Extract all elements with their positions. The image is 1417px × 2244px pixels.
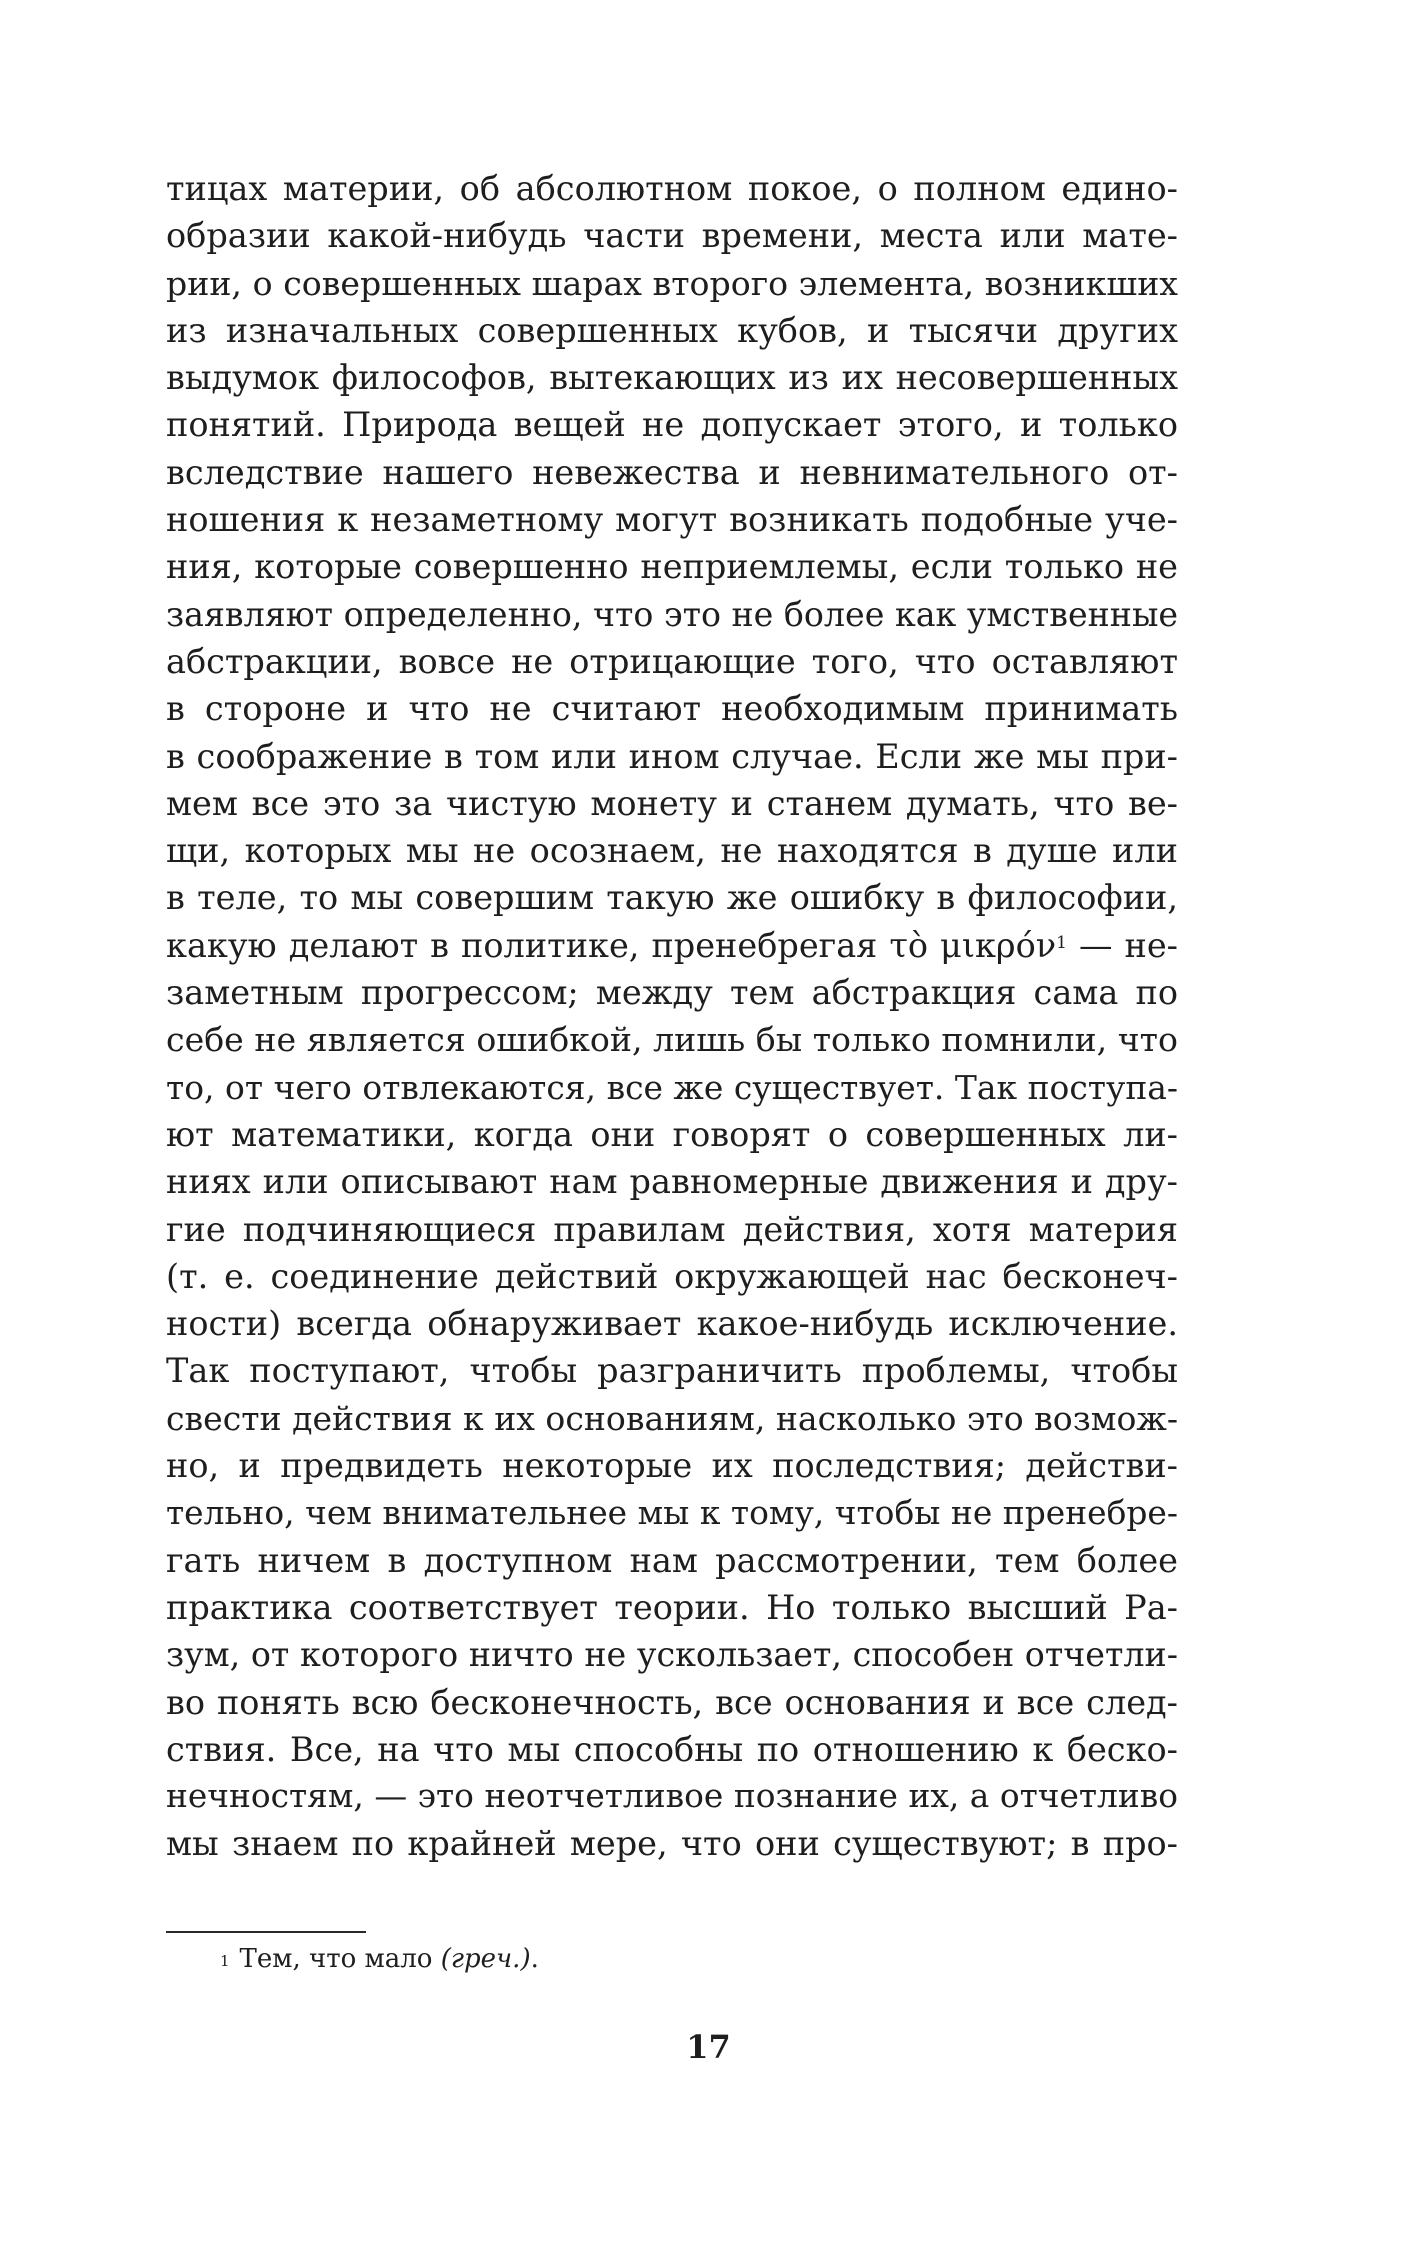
text-line: свести действия к их основаниям, насколько это возмож- xyxy=(166,1398,1178,1438)
text-line: ности) всегда обнаруживает какое-нибудь исключение. xyxy=(166,1304,1178,1344)
text-line: ствия. Все, на что мы способны по отношению к беско- xyxy=(166,1729,1178,1769)
text-line: щи, которых мы не осознаем, не находятся в душе или xyxy=(166,831,1178,871)
text-line: заметным прогрессом; между тем абстракция сама по xyxy=(166,973,1178,1013)
footnote-number: 1 xyxy=(220,1952,230,1970)
text-line: но, и предвидеть некоторые их последствия; действи- xyxy=(166,1446,1178,1486)
text-line: во понять всю бесконечность, все основания и все след- xyxy=(166,1682,1178,1722)
text-line: ния, которые совершенно неприемлемы, если только не xyxy=(166,547,1178,587)
text-line: из изначальных совершенных кубов, и тысячи других xyxy=(166,310,1178,350)
footnote-end: . xyxy=(530,1944,539,1974)
text-line: вследствие нашего невежества и невнимательного от- xyxy=(166,452,1178,492)
text-line: нечностям, — это неотчетливое познание их, а отчетливо xyxy=(166,1777,1178,1816)
text-line: понятий. Природа вещей не допускает этого, и только xyxy=(166,405,1178,445)
text-line: гие подчиняющиеся правилам действия, хотя материя xyxy=(166,1209,1178,1249)
footnote xyxy=(220,1941,539,1977)
text-line: себе не является ошибкой, лишь бы только помнили, что xyxy=(166,1020,1178,1060)
text-line: ношения к незаметному могут возникать подобные уче- xyxy=(166,500,1178,540)
text-segment: какую делают в политике, пренебрегая τὸ μικρόν xyxy=(166,925,1057,965)
footnote-language-note: (греч.) xyxy=(440,1944,531,1974)
main-text xyxy=(166,165,1178,1868)
text-line: мем все это за чистую монету и станем думать, что ве- xyxy=(166,783,1178,823)
text-line: в соображение в том или ином случае. Если же мы при- xyxy=(166,736,1178,776)
text-line: Так поступают, чтобы разграничить проблемы, чтобы xyxy=(166,1351,1178,1391)
text-line: ют математики, когда они говорят о совершенных ли- xyxy=(166,1114,1178,1154)
footnote-divider xyxy=(166,1931,366,1933)
text-line: тицах материи, об абсолютном покое, о полном едино- xyxy=(166,169,1178,208)
footnote-reference[interactable]: 1 xyxy=(1056,932,1067,953)
text-line-with-footnote-ref xyxy=(166,922,1178,969)
text-line: абстракции, вовсе не отрицающие того, что оставляют xyxy=(166,641,1178,681)
text-line: ниях или описывают нам равномерные движения и дру- xyxy=(166,1162,1178,1202)
text-line: в стороне и что не считают необходимым принимать xyxy=(166,689,1178,729)
text-line: то, от чего отвлекаются, все же существует. Так поступа- xyxy=(166,1067,1178,1107)
footnote-text: Тем, что мало xyxy=(239,1944,441,1974)
text-line: рии, о совершенных шарах второго элемента, возникших xyxy=(166,263,1178,303)
text-line: (т. е. соединение действий окружающей нас бесконеч- xyxy=(166,1256,1178,1296)
text-line: практика соответствует теории. Но только высший Ра- xyxy=(166,1587,1178,1627)
text-line: мы знаем по крайней мере, что они существуют; в про- xyxy=(166,1824,1178,1864)
text-line: гать ничем в доступном нам рассмотрении, тем более xyxy=(166,1540,1178,1580)
text-line: в теле, то мы совершим такую же ошибку в философии, xyxy=(166,878,1178,918)
text-segment: — не- xyxy=(1066,925,1178,965)
text-line: заявляют определенно, что это не более как умственные xyxy=(166,594,1179,634)
text-line: зум, от которого ничто не ускользает, способен отчетли- xyxy=(166,1635,1178,1675)
text-line: тельно, чем внимательнее мы к тому, чтобы не пренебре- xyxy=(166,1493,1178,1533)
text-line: образии какой-нибудь части времени, места или мате- xyxy=(166,216,1178,256)
text-line: выдумок философов, вытекающих из их несовершенных xyxy=(166,358,1178,398)
page-number: 17 xyxy=(686,2028,731,2066)
